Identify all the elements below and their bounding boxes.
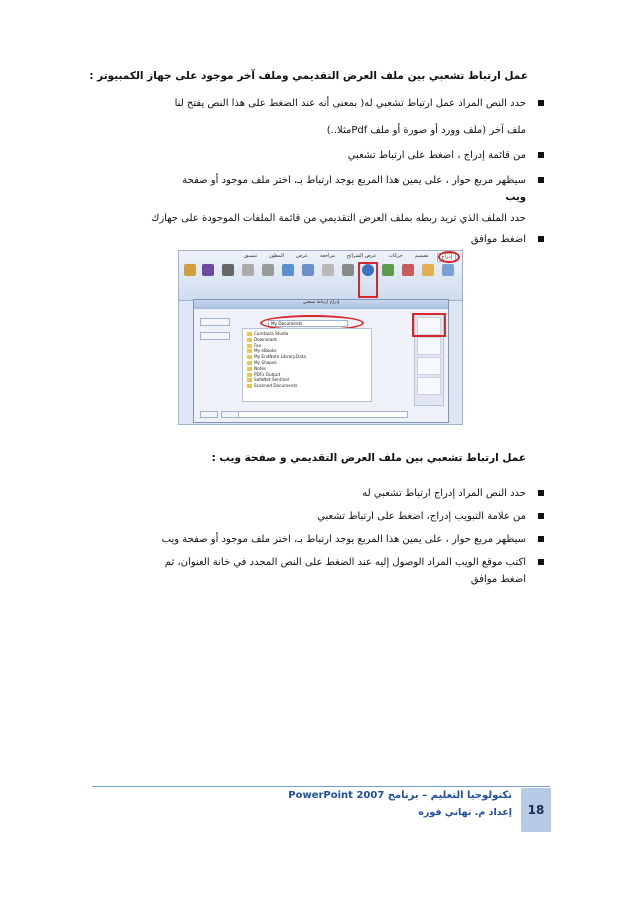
- list-item-continuation: ملف آخر (ملف وورد أو صورة أو ملف Pdfمثلا..): [326, 125, 526, 136]
- list-item: Camtasia Studio: [247, 331, 367, 337]
- list-item-text: حدد النص المراد عمل ارتباط تشعبي له( بمعنى أنه عند الضغط على هذا النص يفتح لنا: [174, 98, 526, 109]
- clipart-icon: [400, 264, 416, 286]
- picture-icon: [420, 264, 436, 286]
- footer-author: إعداد م. تهاني فوره: [418, 807, 512, 818]
- bullet-square-icon: [538, 100, 544, 106]
- dialog-title: إدراج ارتباط تشعبي: [194, 300, 448, 309]
- highlight-circle: [438, 251, 460, 263]
- tab-insert: إدراج: [437, 253, 456, 262]
- list-item: Notes: [247, 366, 367, 372]
- folder-icon: [247, 349, 252, 353]
- bullet-square-icon: [538, 236, 544, 242]
- list-item: [90, 232, 526, 247]
- slide-number-icon: [240, 264, 256, 286]
- list-item: My Shapes: [247, 360, 367, 366]
- folder-icon: [247, 355, 252, 359]
- date-icon: [260, 264, 276, 286]
- list-item: [90, 96, 526, 111]
- tab-developer: المطور: [269, 253, 285, 259]
- page-number: 18: [521, 788, 551, 832]
- list-item-text: من علامة التبويب إدراج، اضغط على ارتباط تشعبي: [317, 511, 526, 522]
- table-icon: [440, 264, 456, 286]
- new-document-option: [417, 357, 441, 375]
- tab-animations: حركات: [388, 253, 403, 259]
- email-option: [417, 377, 441, 395]
- list-item: My EndNote Library.Data: [247, 354, 367, 360]
- bullet-square-icon: [538, 490, 544, 496]
- folder-icon: [247, 367, 252, 371]
- list-item: Downloads: [247, 337, 367, 343]
- side-buttons: [200, 318, 230, 346]
- header-icon: [300, 264, 316, 286]
- list-item: [90, 173, 526, 188]
- list-item: PDFs Output: [247, 372, 367, 378]
- list-item: [90, 486, 526, 501]
- folder-icon: [247, 338, 252, 342]
- bookmark-button: [200, 332, 230, 340]
- folder-icon: [247, 378, 252, 382]
- sound-icon: [182, 264, 198, 286]
- tab-format: تنسيق: [244, 253, 258, 259]
- bullet-square-icon: [538, 559, 544, 565]
- hyperlink-dialog-screenshot: [178, 250, 463, 425]
- ribbon: [179, 251, 462, 301]
- folder-icon: [247, 332, 252, 336]
- folder-icon: [247, 361, 252, 365]
- list-item: [90, 555, 526, 570]
- list-item: SafeNet Sentinel: [247, 377, 367, 383]
- bullet-square-icon: [538, 177, 544, 183]
- address-field: [238, 411, 408, 418]
- highlight-box: [412, 313, 446, 337]
- list-item-continuation: حدد الملف الذي تريد ربطه بملف العرض التقديمي من قائمة الملفات الموجودة على جهازك: [151, 213, 526, 224]
- bullet-square-icon: [538, 513, 544, 519]
- list-item-text: اكتب موقع الويب المراد الوصول إليه عند الضغط على النص المحدد في خانة العنوان، ثم: [164, 557, 526, 568]
- insert-hyperlink-dialog: [193, 299, 449, 423]
- wordart-icon: [280, 264, 296, 286]
- tab-design: تصميم: [414, 253, 429, 259]
- list-item-text: حدد النص المراد إدراج ارتباط تشعبي له: [362, 488, 526, 499]
- list-item-text: من قائمة إدراج ، اضغط على ارتباط تشعبي: [347, 150, 526, 161]
- list-item-continuation: ويب: [505, 192, 526, 203]
- list-item: Fax: [247, 343, 367, 349]
- ribbon-tabs: [219, 253, 456, 262]
- list-item-text: سيظهر مربع حوار ، على يمين هذا المربع يوجد ارتباط بـ، اختر ملف موجود أو صفحة: [182, 175, 526, 186]
- tab-review: مراجعة: [319, 253, 335, 259]
- list-item: Scanned Documents: [247, 383, 367, 389]
- movie-icon: [200, 264, 216, 286]
- dialog-buttons: [200, 411, 239, 418]
- list-item-text: سيظهر مربع حوار ، على يمين هذا المربع يوجد ارتباط بـ، اختر ملف موجود أو صفحة ويب: [161, 534, 526, 545]
- list-item-text: اضغط موافق: [470, 234, 526, 245]
- list-item: My eBooks: [247, 348, 367, 354]
- tab-view: عرض: [296, 253, 308, 259]
- highlight-box: [358, 262, 378, 298]
- folder-icon: [247, 384, 252, 388]
- screentip-button: [200, 318, 230, 326]
- folder-icon: [247, 344, 252, 348]
- list-item: [90, 148, 526, 163]
- list-item: [90, 509, 526, 524]
- list-item-continuation: اضغط موافق: [470, 574, 526, 585]
- file-list: [242, 328, 372, 402]
- footer-title: تكنولوجيا التعليم – برنامج PowerPoint 2007: [288, 790, 512, 801]
- textbox-icon: [320, 264, 336, 286]
- section-heading-file-link: عمل ارتباط تشعبي بين ملف العرض التقديمي وملف آخر موجود على جهاز الكمبيوتر :: [89, 70, 528, 82]
- footer-rule: [92, 786, 550, 787]
- action-icon: [340, 264, 356, 286]
- symbol-icon: [220, 264, 236, 286]
- chart-icon: [380, 264, 396, 286]
- ok-button: [200, 411, 218, 418]
- bullet-square-icon: [538, 152, 544, 158]
- look-in-field: My Documents: [268, 320, 348, 327]
- place-in-document-option: [417, 337, 441, 355]
- tab-slideshow: عرض الشرائح: [346, 253, 377, 259]
- section-heading-web-link: عمل ارتباط تشعبي بين ملف العرض التقديمي و صفحة ويب :: [211, 452, 526, 464]
- bullet-square-icon: [538, 536, 544, 542]
- list-item: [90, 532, 526, 547]
- cancel-button: [221, 411, 239, 418]
- folder-icon: [247, 373, 252, 377]
